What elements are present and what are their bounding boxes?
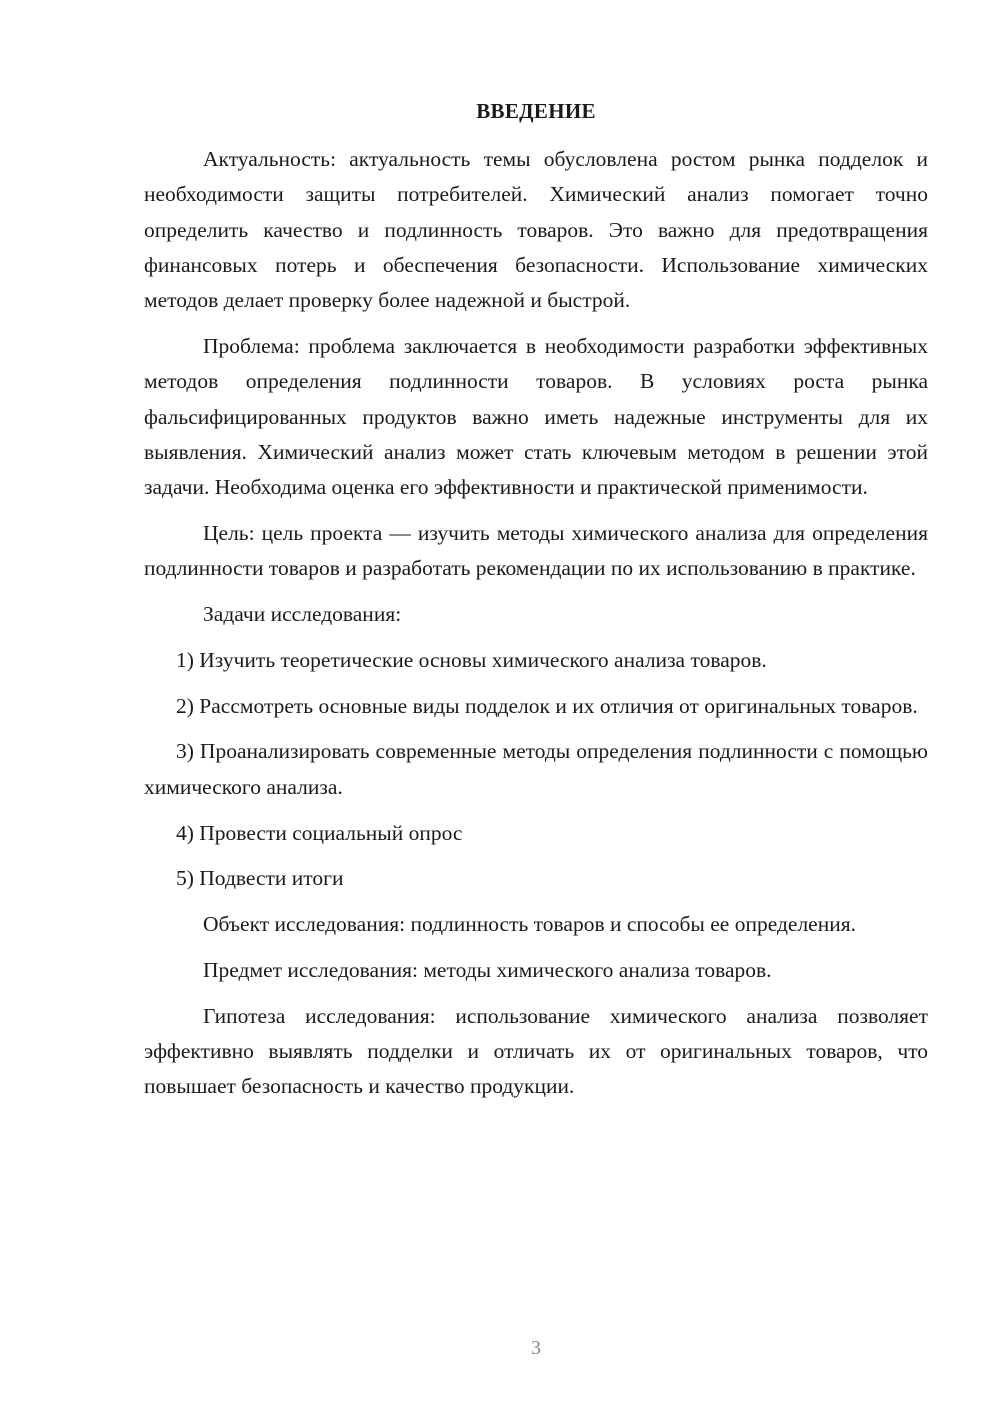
paragraph-goal: Цель: цель проекта — изучить методы химического анализа для определения подлинности товаров и разработать рекомендации по их использованию в практике. (144, 520, 928, 581)
task-item-1: 1) Изучить теоретические основы химического анализа товаров. (176, 647, 767, 672)
task-item-2: 2) Рассмотреть основные виды подделок и их отличия от оригинальных товаров. (176, 693, 918, 718)
paragraph-problem: Проблема: проблема заключается в необходимости разработки эффективных методов определения подлинности товаров. В условиях роста рынка фальсифицированных продуктов важно иметь надежные инструменты для их выявления. Химический анализ может стать ключевым методом в решении этой задачи. Необходима оценка его эффективности и практической применимости. (144, 333, 928, 500)
paragraph-hypothesis: Гипотеза исследования: использование химического анализа позволяет эффективно выявлять подделки и отличать их от оригинальных товаров, что повышает безопасность и качество продукции. (144, 1003, 928, 1099)
paragraph-subject: Предмет исследования: методы химического анализа товаров. (203, 957, 772, 982)
document-page (144, 0, 928, 1414)
paragraph-object: Объект исследования: подлинность товаров и способы ее определения. (203, 912, 856, 937)
page-number: 3 (531, 1337, 541, 1359)
task-item-4: 4) Провести социальный опрос (176, 820, 463, 845)
paragraph-relevance: Актуальность: актуальность темы обусловлена ростом рынка подделок и необходимости защиты потребителей. Химический анализ помогает точно определить качество и подлинность товаров. Это важно для предотвращения финансовых потерь и обеспечения безопасности. Использование химических методов делает проверку более надежной и быстрой. (144, 147, 928, 313)
document-body (144, 142, 928, 1115)
section-heading: ВВЕДЕНИЕ (476, 99, 596, 123)
task-item-5: 5) Подвести итоги (176, 866, 344, 891)
task-item-3: 3) Проанализировать современные методы определения подлинности с помощью химического анализа. (144, 739, 928, 799)
paragraph-tasks-heading: Задачи исследования: (203, 602, 402, 627)
